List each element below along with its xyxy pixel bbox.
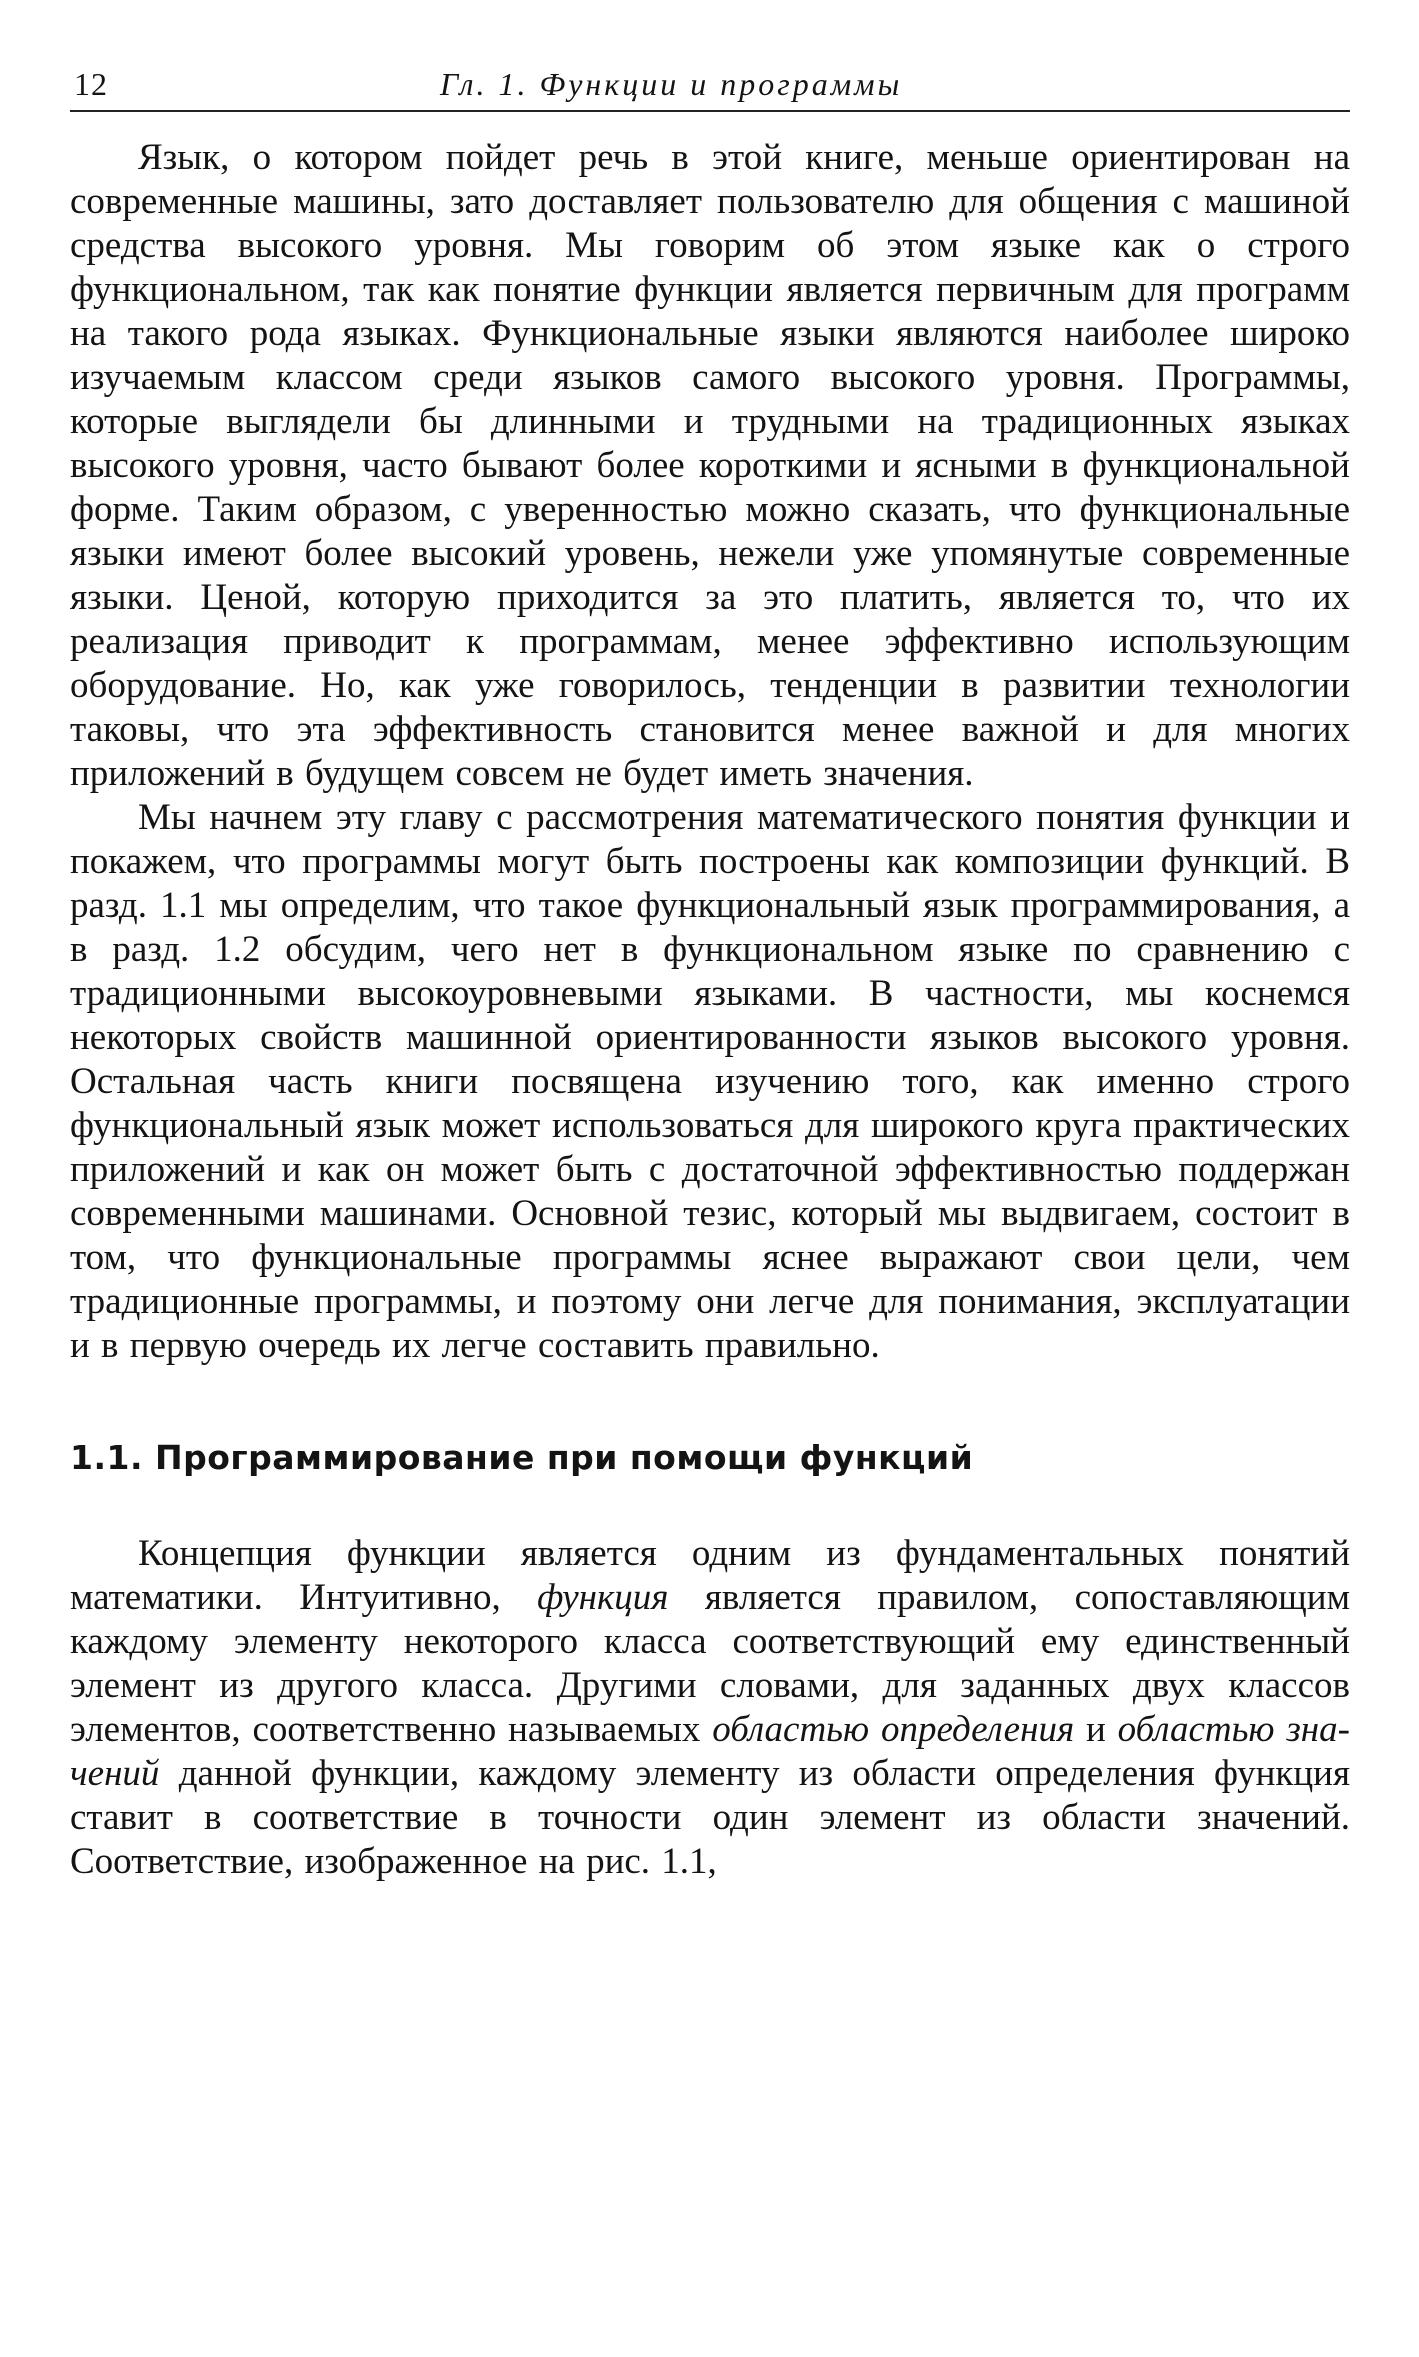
text-run: и	[1074, 1709, 1118, 1750]
emphasis-term: функция	[537, 1577, 669, 1618]
emphasis-term: областью значений	[70, 1709, 1350, 1794]
body-paragraph: Язык, о котором пойдет речь в этой книге, меньше ориентирован на современные машины, зато доставляет пользователю для общения с машиной средства высокого уровня. Мы говорим об этом языке как о строго функциональном, так как понятие функции является первичным для программ на такого рода языках. Функциональные языки являются наиболее широко изучаемым классом среди языков самого высокого уровня. Программы, которые выглядели бы длинными и трудными на традиционных языках высокого уровня, часто бывают более короткими и ясными в функциональной форме. Таким образом, с уверенностью можно сказать, что функциональные языки имеют более высокий уровень, нежели уже упомянутые современные языки. Ценой, которую приходится за это платить, является то, что их реализация приводит к программам, менее эффективно использующим оборудование. Но, как уже говорилось, тенденции в развитии технологии таковы, что эта эффективность становится менее важной и для многих приложений в будущем совсем не будет иметь значения.	[70, 137, 1350, 794]
section-paragraph	[70, 1532, 1350, 1884]
emphasis-term: областью определения	[712, 1709, 1075, 1750]
running-header	[70, 60, 1350, 112]
body-paragraph: Мы начнем эту главу с рассмотрения математического понятия функции и покажем, что программы могут быть построены как композиции функций. В разд. 1.1 мы определим, что такое функциональный язык программирования, а в разд. 1.2 обсудим, чего нет в функциональном языке по сравнению с традиционными высокоуровневыми языками. В частности, мы коснемся некоторых свойств машинной ориентированности языков высокого уровня. Остальная часть книги посвящена изучению того, как именно строго функциональный язык может использоваться для широкого круга практических приложений и как он может быть с достаточной эффективностью поддержан современными машинами. Основной тезис, который мы выдвигаем, состоит в том, что функциональные программы яснее выражают свои цели, чем традиционные программы, и поэтому они легче для понимания, эксплуатации и в первую очередь их легче составить правильно.	[70, 797, 1350, 1366]
text-run: является правилом, сопоставляющим каждому элементу некоторого класса соответствующий ему единственный элемент из другого класса. Другими словами, для заданных двух классов элементов, соответственно называемых	[70, 1577, 1351, 1750]
running-title: Гл. 1. Функции и программы	[440, 66, 903, 102]
book-page	[70, 60, 1350, 1884]
section-heading: 1.1. Программирование при помощи функций	[70, 1438, 974, 1477]
text-run: данной функции, каждому элементу из области определения функция ставит в соответствие в точности один элемент из области значений. Соответствие, изображенное на рис. 1.1,	[70, 1753, 1350, 1882]
text-run: Концепция функции является одним из фундаментальных понятий математики. Интуитивно,	[70, 1533, 1350, 1618]
page-number: 12	[74, 66, 108, 102]
